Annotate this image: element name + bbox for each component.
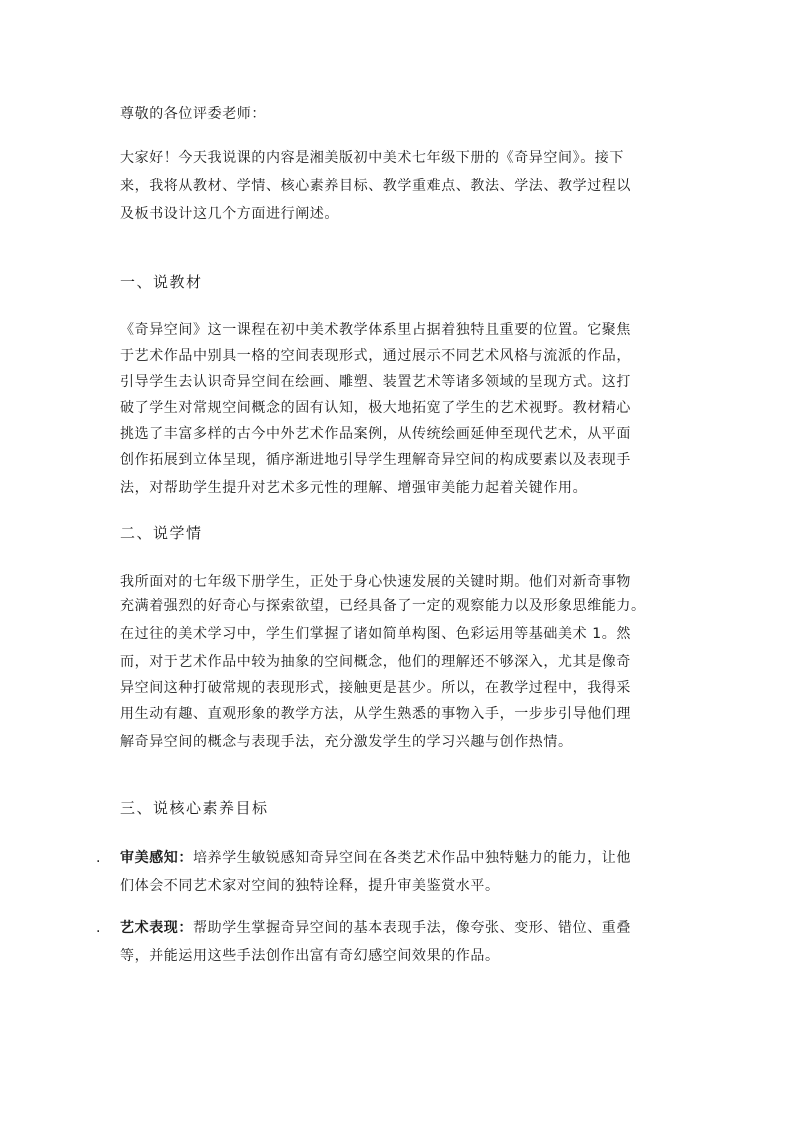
intro-line: 大家好！今天我说课的内容是湘美版初中美术七年级下册的《奇异空间》。接下 xyxy=(120,150,624,166)
section-heading-students: 二、说学情 xyxy=(120,524,203,542)
list-item-label: 审美感知： xyxy=(120,850,193,866)
paragraph-line: 创作拓展到立体呈现，循序渐进地引导学生理解奇异空间的构成要素以及表现手 xyxy=(120,452,631,468)
paragraph-line: 于艺术作品中别具一格的空间表现形式，通过展示不同艺术风格与流派的作品， xyxy=(120,348,631,364)
paragraph-line: 破了学生对常规空间概念的固有认知，极大地拓宽了学生的艺术视野。教材精心 xyxy=(120,400,631,416)
paragraph-line: 用生动有趣、直观形象的教学方法，从学生熟悉的事物入手，一步步引导他们理 xyxy=(120,706,631,722)
section-heading-textbook: 一、说教材 xyxy=(120,273,203,291)
paragraph-line: 解奇异空间的概念与表现手法，充分激发学生的学习兴趣与创作热情。 xyxy=(120,734,573,750)
greeting: 尊敬的各位评委老师： xyxy=(120,106,266,122)
paragraph-line: 在过往的美术学习中，学生们掌握了诸如简单构图、色彩运用等基础美术 1。然 xyxy=(120,626,631,642)
paragraph-line: 引导学生去认识奇异空间在绘画、雕塑、装置艺术等诸多领域的呈现方式。这打 xyxy=(120,374,631,390)
paragraph-line: 而，对于艺术作品中较为抽象的空间概念，他们的理解还不够深入，尤其是像奇 xyxy=(120,654,631,670)
list-item-continuation: 等，并能运用这些手法创作出富有奇幻感空间效果的作品。 xyxy=(120,948,500,964)
paragraph-line: 挑选了丰富多样的古今中外艺术作品案例，从传统绘画延伸至现代艺术，从平面 xyxy=(120,426,631,442)
list-item-text: 帮助学生掌握奇异空间的基本表现手法，像夸张、变形、错位、重叠 xyxy=(193,920,631,936)
list-item-label: 艺术表现： xyxy=(120,920,193,936)
paragraph-line: 异空间这种打破常规的表现形式，接触更是甚少。所以，在教学过程中，我得采 xyxy=(120,680,631,696)
list-item xyxy=(120,848,631,868)
intro-line: 及板书设计这几个方面进行阐述。 xyxy=(120,206,339,222)
section-heading-goals: 三、说核心素养目标 xyxy=(120,799,269,817)
bullet-marker: . xyxy=(96,850,101,866)
paragraph-line: 《奇异空间》这一课程在初中美术教学体系里占据着独特且重要的位置。它聚焦 xyxy=(120,322,631,338)
list-item xyxy=(120,918,631,938)
bullet-marker: . xyxy=(96,920,101,936)
paragraph-line: 我所面对的七年级下册学生，正处于身心快速发展的关键时期。他们对新奇事物 xyxy=(120,574,631,590)
list-item-text: 培养学生敏锐感知奇异空间在各类艺术作品中独特魅力的能力，让他 xyxy=(193,850,631,866)
intro-line: 来，我将从教材、学情、核心素养目标、教学重难点、教法、学法、教学过程以 xyxy=(120,178,631,194)
paragraph-line: 充满着强烈的好奇心与探索欲望，已经具备了一定的观察能力以及形象思维能力。 xyxy=(120,598,646,614)
list-item-continuation: 们体会不同艺术家对空间的独特诠释，提升审美鉴赏水平。 xyxy=(120,878,500,894)
paragraph-line: 法，对帮助学生提升对艺术多元性的理解、增强审美能力起着关键作用。 xyxy=(120,480,588,496)
